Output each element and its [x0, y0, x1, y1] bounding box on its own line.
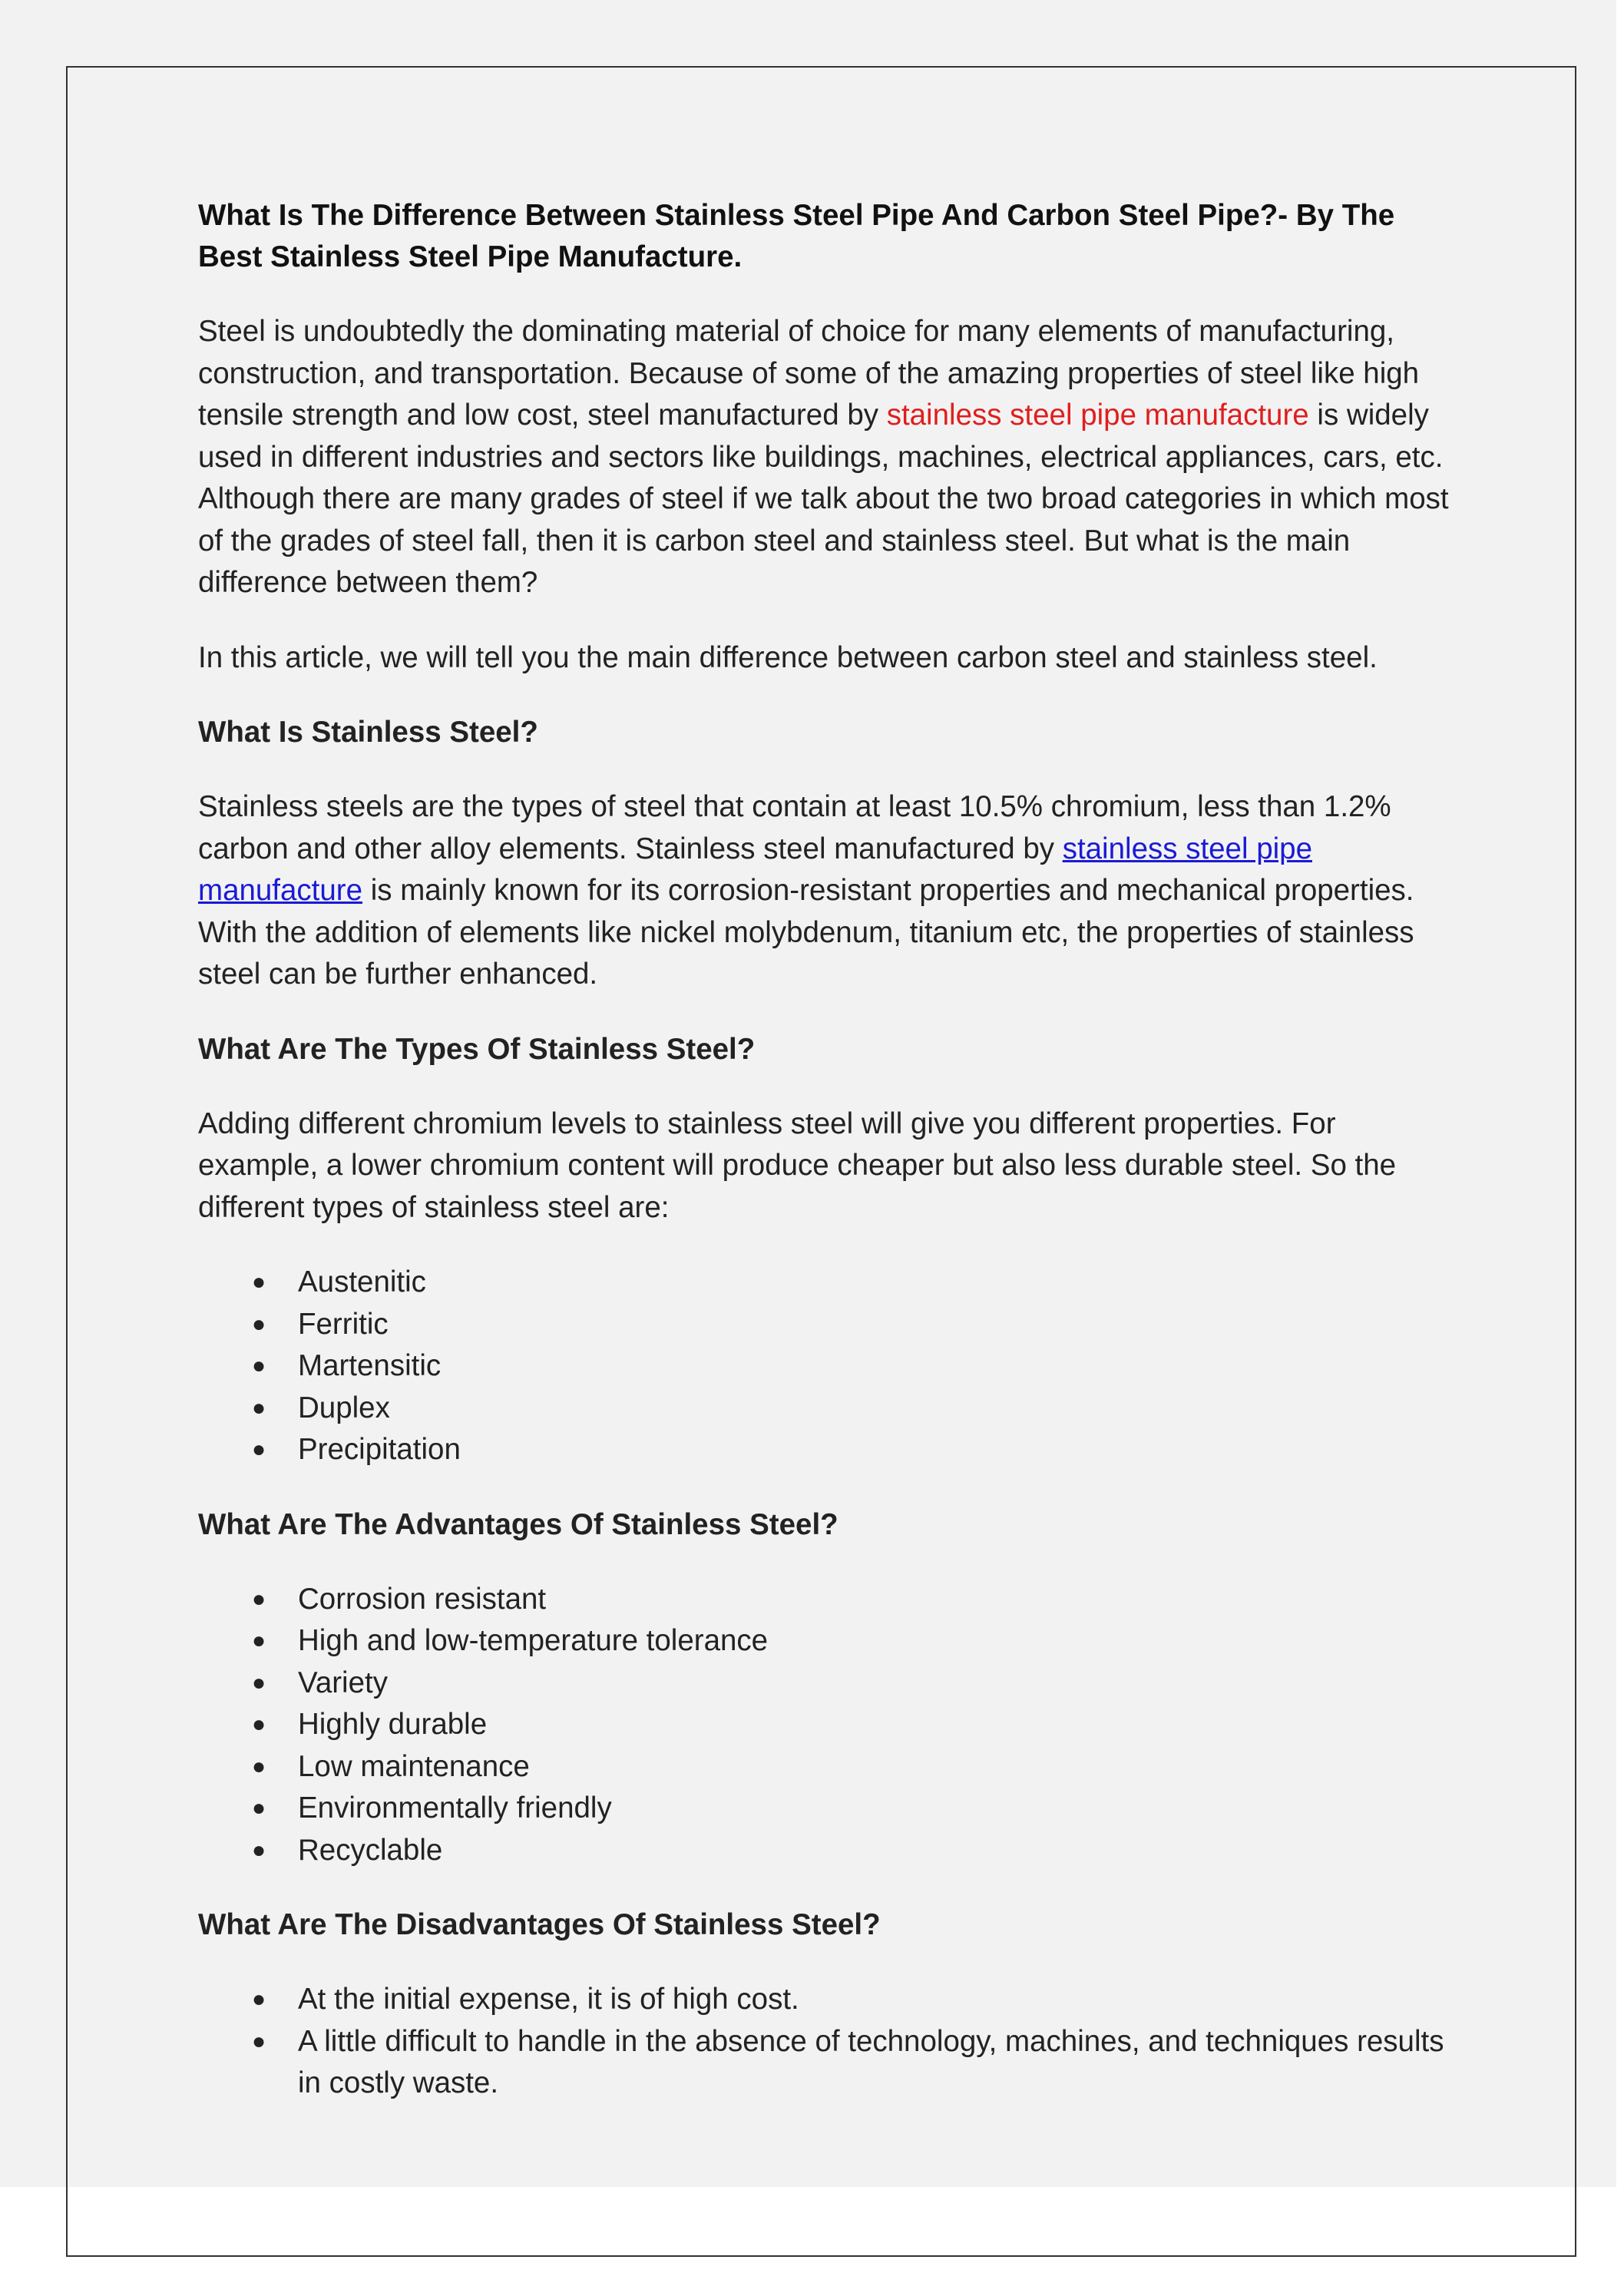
list-item-text: Environmentally friendly — [298, 1791, 612, 1825]
heading-what-is-stainless-steel: What Is Stainless Steel? — [198, 716, 538, 749]
list-item — [198, 1979, 1457, 2021]
types-paragraph: Adding different chromium levels to stainless steel will give you different properties. For example, a lower chromium content will produce cheaper but also less durable steel. So the different types of stainless steel are: — [198, 1107, 1397, 1224]
intro-text-before: Steel is undoubtedly the dominating material of choice for many elements of manufacturing, construction, and transportation. Because of some of the amazing properties of steel like high tensile strength and low cost, steel manufactured by — [198, 315, 1420, 432]
bullet-icon: ● — [252, 1311, 266, 1337]
list-item — [198, 1662, 1457, 1705]
list-item-text: Duplex — [298, 1391, 390, 1424]
bullet-icon: ● — [252, 2028, 266, 2054]
list-item-text: Highly durable — [298, 1708, 488, 1741]
definition-paragraph — [198, 786, 1457, 996]
disadvantages-list — [198, 1979, 1457, 2105]
definition-text-before: Stainless steels are the types of steel that contain at least 10.5% chromium, less than 1.2% carbon and other alloy elements. Stainless steel manufactured by — [198, 790, 1391, 865]
types-list — [198, 1262, 1457, 1471]
heading-disadvantages: What Are The Disadvantages Of Stainless Steel? — [198, 1908, 881, 1941]
bullet-icon: ● — [252, 1437, 266, 1462]
list-item-text: Recyclable — [298, 1833, 443, 1867]
list-item — [198, 1388, 1457, 1430]
list-item-text: Martensitic — [298, 1349, 442, 1382]
bullet-icon: ● — [252, 1669, 266, 1696]
list-item-text: A little difficult to handle in the absence of technology, machines, and techniques results in costly waste. — [298, 2024, 1444, 2099]
bullet-icon: ● — [252, 1628, 266, 1653]
list-item — [198, 1579, 1457, 1621]
bullet-icon: ● — [252, 1269, 266, 1295]
heading-types: What Are The Types Of Stainless Steel? — [198, 1032, 756, 1066]
list-item-text: Precipitation — [298, 1433, 461, 1466]
bullet-icon: ● — [252, 1795, 266, 1821]
list-item-text: At the initial expense, it is of high cost. — [298, 1983, 799, 2016]
intro-paragraph — [198, 311, 1457, 604]
article-intro-paragraph: In this article, we will tell you the main difference between carbon steel and stainless steel. — [198, 640, 1378, 674]
document-body — [198, 195, 1457, 2138]
list-item-text: Corrosion resistant — [298, 1582, 547, 1616]
list-item-text: Low maintenance — [298, 1749, 530, 1783]
list-item — [198, 1304, 1457, 1346]
list-item-text: Austenitic — [298, 1265, 426, 1299]
bullet-icon: ● — [252, 1353, 266, 1378]
list-item — [198, 1620, 1457, 1662]
list-item-text: Variety — [298, 1666, 388, 1699]
bullet-icon: ● — [252, 1586, 266, 1612]
list-item — [198, 2021, 1457, 2105]
bullet-icon: ● — [252, 1712, 266, 1737]
list-item — [198, 1746, 1457, 1788]
bullet-icon: ● — [252, 1987, 266, 2012]
definition-text-after: is mainly known for its corrosion-resistant properties and mechanical properties. With the addition of elements like nickel molybdenum, titanium etc, the properties of stainless steel can be further enhanced. — [198, 874, 1414, 991]
list-item-text: Ferritic — [298, 1307, 389, 1341]
list-item — [198, 1429, 1457, 1471]
manufacture-link-blue[interactable]: stainless steel pipe manufacture — [198, 832, 1312, 907]
intro-text-after: is widely used in different industries and sectors like buildings, machines, electrical appliances, cars, etc. Although there are many grades of steel if we talk about the two broad categories in which most of the grades of steel fall, then it is carbon steel and stainless steel. But what is the main difference between them? — [198, 399, 1449, 599]
list-item — [198, 1704, 1457, 1746]
bullet-icon: ● — [252, 1753, 266, 1779]
manufacture-link-red[interactable]: stainless steel pipe manufacture — [886, 399, 1309, 432]
document-title: What Is The Difference Between Stainless Steel Pipe And Carbon Steel Pipe?- By The Best Stainless Steel Pipe Manufacture. — [198, 199, 1395, 273]
list-item-text: High and low-temperature tolerance — [298, 1624, 769, 1657]
list-item — [198, 1830, 1457, 1872]
advantages-list — [198, 1579, 1457, 1872]
bullet-icon: ● — [252, 1394, 266, 1421]
list-item — [198, 1788, 1457, 1830]
list-item — [198, 1262, 1457, 1304]
list-item — [198, 1345, 1457, 1388]
heading-advantages: What Are The Advantages Of Stainless Steel? — [198, 1507, 838, 1541]
bullet-icon: ● — [252, 1837, 266, 1863]
